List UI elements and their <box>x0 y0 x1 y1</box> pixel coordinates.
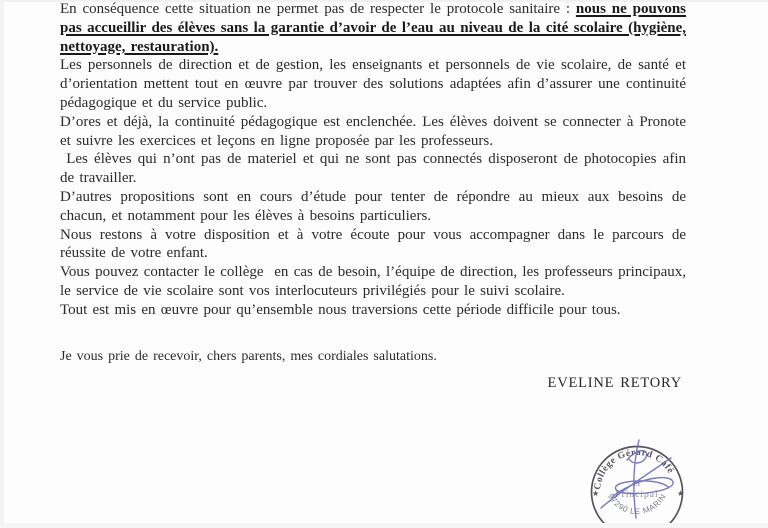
intro-normal-text: En conséquence cette situation ne permet pas de respecter le protocole sanitaire : <box>60 1 576 17</box>
stamp-graphic <box>583 438 695 528</box>
stamp-arc-top-text: Collège Gérard Café <box>592 447 676 491</box>
stamp-center-line1: Le <box>633 481 641 488</box>
letter-body <box>60 0 686 393</box>
stamp-center-line2: Principal <box>615 490 659 500</box>
letter-paragraph: Les personnels de direction et de gestion, les enseignants et personnels de vie scolaire, de santé et d’orientation mettent tout en œuvre par trouver des solutions adaptées afin d’assurer une continuité pédagogique et du service public. <box>60 57 686 111</box>
letter-paragraph-intro <box>60 0 686 56</box>
intro-emphasized-text: nous ne pouvons pas accueillir des élèves sans la garantie d’avoir de l’eau au niveau de la cité scolaire (hygiène, nettoyage, restauration). <box>60 1 687 55</box>
stamp-arc-bottom-text: 97290 LE MARIN <box>606 492 668 517</box>
signature-scribble <box>601 440 673 518</box>
letter-paragraph: D’ores et déjà, la continuité pédagogique est enclenchée. Les élèves doivent se connecter à Pronote et suivre les exercices et leçons en ligne proposée par les professeurs. <box>60 113 686 149</box>
letter-paragraph: Les élèves qui n’ont pas de materiel et qui ne sont pas connectés disposeront de photocopies afin de travailler. <box>60 151 686 187</box>
letter-paragraph: Nous restons à votre disposition et à votre écoute pour vous accompagner dans le parcours de réussite de votre enfant. <box>60 226 686 262</box>
letter-paragraph: Tout est mis en œuvre pour qu’ensemble nous traversions cette période difficile pour tous. <box>60 301 621 318</box>
page-edge-left <box>0 0 4 528</box>
stamp-star-right-icon: ★ <box>677 489 685 498</box>
closing-salutation: Je vous prie de recevoir, chers parents, mes cordiales salutations. <box>60 348 437 364</box>
stamp-star-left-icon: ★ <box>592 489 600 498</box>
signatory-name: EVELINE RETORY <box>547 375 682 392</box>
official-stamp <box>583 438 695 528</box>
page-edge-bottom <box>0 523 768 528</box>
letter-paragraph: D’autres propositions sont en cours d’étude pour tenter de répondre au mieux aux besoins de chacun, et notamment pour les élèves à besoins particuliers. <box>60 188 686 224</box>
letter-paragraph: Vous pouvez contacter le collège en cas de besoin, l’équipe de direction, les professeurs principaux, le service de vie scolaire sont vos interlocuteurs privilégiés pour le suivi scolaire. <box>60 264 686 299</box>
